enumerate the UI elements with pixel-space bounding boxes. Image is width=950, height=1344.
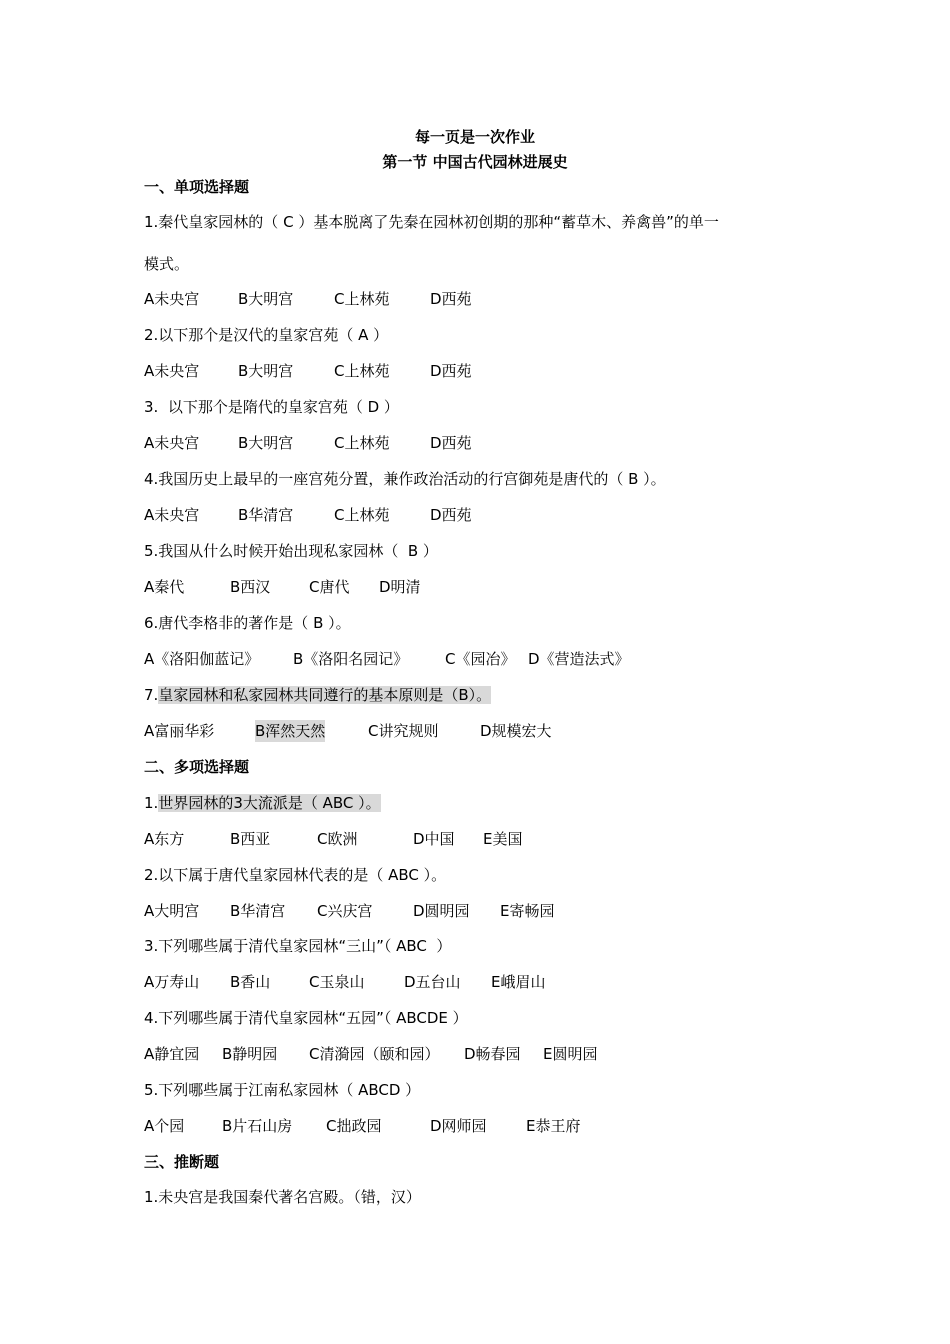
question-text-continued: 模式。 xyxy=(144,255,190,273)
option: E峨眉山 xyxy=(491,973,546,991)
option: B大明宫 xyxy=(238,362,294,380)
option: C唐代 xyxy=(309,578,350,596)
option: D中国 xyxy=(413,830,455,848)
option: B香山 xyxy=(230,973,271,991)
option: D畅春园 xyxy=(464,1045,521,1063)
option: D西苑 xyxy=(430,290,472,308)
option: C兴庆宫 xyxy=(317,902,373,920)
page-heading: 每一页是一次作业 xyxy=(414,128,535,146)
question-text: 4.我国历史上最早的一座宫苑分置，兼作政治活动的行宫御苑是唐代的（ B ）。 xyxy=(144,470,666,488)
option: E圆明园 xyxy=(543,1045,598,1063)
option: E寄畅园 xyxy=(500,902,555,920)
option: B《洛阳名园记》 xyxy=(293,650,409,668)
question-text: 2.以下那个是汉代的皇家宫苑（ A ） xyxy=(144,326,389,344)
option: A东方 xyxy=(144,830,185,848)
question-text: 3. 以下那个是隋代的皇家宫苑（ D ） xyxy=(144,398,399,416)
question-text: 6.唐代李格非的著作是（ B ）。 xyxy=(144,614,351,632)
option: D规模宏大 xyxy=(480,722,552,740)
option: B大明宫 xyxy=(238,290,294,308)
option: C上林苑 xyxy=(334,506,390,524)
option: B片石山房 xyxy=(222,1117,293,1135)
option: B华清宫 xyxy=(238,506,294,524)
option: C清漪园（颐和园） xyxy=(309,1045,440,1063)
option: A大明宫 xyxy=(144,902,200,920)
option: A未央宫 xyxy=(144,434,200,452)
option: A《洛阳伽蓝记》 xyxy=(144,650,260,668)
option: C拙政园 xyxy=(326,1117,382,1135)
option-highlighted: B浑然天然 xyxy=(255,722,326,740)
question-text: 1.秦代皇家园林的（ C ）基本脱离了先秦在园林初创期的那种“蓄草木、养禽兽”的单一 xyxy=(144,213,719,231)
question-line xyxy=(144,684,491,706)
option: A个园 xyxy=(144,1117,185,1135)
option: C上林苑 xyxy=(334,362,390,380)
option: D圆明园 xyxy=(413,902,470,920)
option: D西苑 xyxy=(430,434,472,452)
question-text: 5.我国从什么时候开始出现私家园林（ B ） xyxy=(144,542,438,560)
section-multiple-choice: 二、多项选择题 xyxy=(144,758,250,776)
option: C玉泉山 xyxy=(309,973,365,991)
option: A未央宫 xyxy=(144,506,200,524)
option: D网师园 xyxy=(430,1117,487,1135)
option: C上林苑 xyxy=(334,290,390,308)
question-text: 4.下列哪些属于清代皇家园林“五园”（ ABCDE ） xyxy=(144,1009,468,1027)
option: C讲究规则 xyxy=(368,722,439,740)
option: C上林苑 xyxy=(334,434,390,452)
question-text: 5.下列哪些属于江南私家园林（ ABCD ） xyxy=(144,1081,421,1099)
section-single-choice: 一、单项选择题 xyxy=(144,178,250,196)
option: D西苑 xyxy=(430,506,472,524)
highlighted-question-text: 皇家园林和私家园林共同遵行的基本原则是（B）。 xyxy=(158,686,492,704)
question-number: 7. xyxy=(144,686,159,704)
option: B西汉 xyxy=(230,578,271,596)
option: A静宜园 xyxy=(144,1045,200,1063)
option: A富丽华彩 xyxy=(144,722,215,740)
option: C欧洲 xyxy=(317,830,358,848)
option: D《营造法式》 xyxy=(528,650,630,668)
option: D明清 xyxy=(379,578,421,596)
section-judgement: 三、推断题 xyxy=(144,1153,220,1171)
question-text: 2.以下属于唐代皇家园林代表的是（ ABC ）。 xyxy=(144,866,447,884)
option: B静明园 xyxy=(222,1045,278,1063)
option: B华清宫 xyxy=(230,902,286,920)
option: A未央宫 xyxy=(144,362,200,380)
option: B大明宫 xyxy=(238,434,294,452)
option: A未央宫 xyxy=(144,290,200,308)
option: A万寿山 xyxy=(144,973,200,991)
question-number: 1. xyxy=(144,794,159,812)
option: D五台山 xyxy=(404,973,461,991)
highlighted-question-text: 世界园林的3大流派是（ ABC ）。 xyxy=(158,794,381,812)
option: C《园冶》 xyxy=(445,650,516,668)
option: E美国 xyxy=(483,830,523,848)
option: B西亚 xyxy=(230,830,271,848)
question-text: 1.未央宫是我国秦代著名宫殿。（错，汉） xyxy=(144,1188,421,1206)
option: E恭王府 xyxy=(526,1117,581,1135)
option: D西苑 xyxy=(430,362,472,380)
chapter-title: 第一节 中国古代园林进展史 xyxy=(382,153,568,171)
question-text: 3.下列哪些属于清代皇家园林“三山”（ ABC ） xyxy=(144,937,452,955)
question-line xyxy=(144,792,381,814)
option: A秦代 xyxy=(144,578,185,596)
